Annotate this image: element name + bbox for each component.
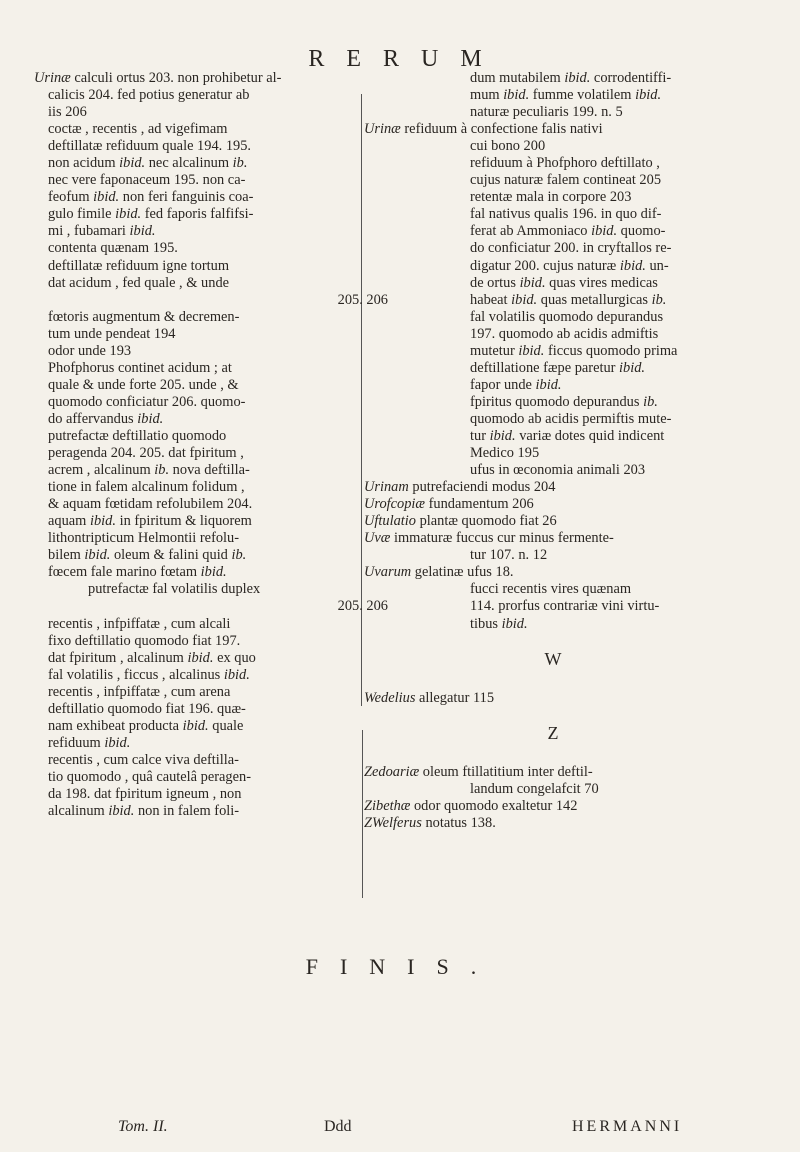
index-line: quale & unde forte 205. unde , & (48, 376, 239, 393)
index-line: tur 107. n. 12 (470, 547, 548, 564)
index-line: tibus ibid. (470, 615, 528, 632)
index-line: Urinæ refiduum à confectione falis nativi (364, 121, 603, 138)
index-line: quomodo conficiatur 206. quomo- (48, 393, 246, 410)
index-line: dat acidum , fed quale , & unde (48, 274, 230, 291)
index-line: landum congelafcit 70 (470, 780, 599, 797)
index-line: fal volatilis quomodo depurandus (470, 308, 664, 325)
index-line: aquam ibid. in fpiritum & liquorem (48, 513, 252, 530)
signature-mark: Ddd (324, 1118, 352, 1135)
index-line: deftillatæ refiduum igne tortum (48, 257, 230, 274)
index-line: ufus in œconomia animali 203 (470, 462, 646, 479)
index-line: Medico 195 (470, 445, 540, 462)
index-line: 114. prorfus contrariæ vini virtu- (470, 598, 660, 615)
index-line: recentis , infpiffatæ , cum alcali (48, 615, 231, 632)
index-line: Urinam putrefaciendi modus 204 (364, 479, 556, 496)
index-line: digatur 200. cujus naturæ ibid. un- (470, 257, 669, 274)
index-line: bilem ibid. oleum & falini quid ib. (48, 547, 247, 564)
index-line: coctæ , recentis , ad vigefimam (48, 121, 228, 138)
index-line: putrefactæ fal volatilis duplex (88, 581, 261, 598)
index-line: Urinæ calculi ortus 203. non prohibetur al- (34, 70, 282, 86)
index-line: tum unde pendeat 194 (48, 325, 176, 342)
index-line: recentis , cum calce viva deftilla- (48, 751, 239, 768)
index-line: non acidum ibid. nec alcalinum ib. (48, 155, 248, 172)
index-line: do affervandus ibid. (48, 410, 164, 427)
index-line: gulo fimile ibid. fed faporis falfifsi- (48, 206, 254, 223)
index-line: Phofphorus continet acidum ; at (48, 359, 232, 376)
index-line: cujus naturæ falem contineat 205 (470, 172, 662, 189)
index-line: mutetur ibid. ficcus quomodo prima (470, 342, 678, 359)
index-line: cui bono 200 (470, 138, 546, 155)
index-line: de ortus ibid. quas vires medicas (470, 274, 658, 291)
index-line: 205. 206 (337, 598, 388, 615)
finis: FINIS. (305, 954, 499, 979)
index-line: feofum ibid. non feri fanguinis coa- (48, 189, 254, 206)
index-line: mum ibid. fumme volatilem ibid. (470, 87, 662, 104)
index-line: fœcem fale marino fœtam ibid. (48, 564, 227, 581)
index-line: & aquam fœtidam refolubilem 204. (48, 496, 253, 513)
index-line: recentis , infpiffatæ , cum arena (48, 683, 231, 700)
index-line: tio quomodo , quâ cautelâ peragen- (48, 768, 251, 785)
index-line: iis 206 (48, 104, 87, 121)
index-line: fucci recentis vires quænam (470, 581, 632, 598)
index-line: naturæ peculiaris 199. n. 5 (470, 104, 623, 121)
index-line: Wedelius allegatur 115 (364, 689, 495, 706)
index-line: fœtoris augmentum & decremen- (48, 308, 240, 325)
left-column (34, 70, 394, 820)
index-line: lithontripticum Helmontii refolu- (48, 530, 240, 547)
index-line: ferat ab Ammoniaco ibid. quomo- (470, 223, 666, 240)
index-line: dum mutabilem ibid. corrodentiffi- (470, 70, 672, 86)
index-line: da 198. dat fpiritum igneum , non (48, 785, 242, 802)
index-line: acrem , alcalinum ib. nova deftilla- (48, 462, 250, 479)
index-line: Zedoariæ oleum ftillatitium inter deftil- (364, 763, 593, 780)
index-line: do conficiatur 200. in cryftallos re- (470, 240, 672, 257)
index-line: putrefactæ deftillatio quomodo (48, 427, 227, 444)
index-line: odor unde 193 (48, 342, 132, 359)
section-letter-w: W (544, 648, 562, 669)
index-line: retentæ mala in corpore 203 (470, 189, 632, 206)
index-line: 205. 206 (337, 291, 388, 308)
index-line: fal nativus qualis 196. in quo dif- (470, 206, 662, 223)
index-line: peragenda 204. 205. dat fpiritum , (48, 445, 244, 462)
index-line: Zibethæ odor quomodo exaltetur 142 (364, 797, 578, 814)
index-line: quomodo ab acidis permiftis mute- (470, 410, 672, 427)
index-line: alcalinum ibid. non in falem foli- (48, 803, 240, 820)
volume-mark: Tom. II. (118, 1118, 168, 1135)
index-line: contenta quænam 195. (48, 240, 178, 257)
index-line: Uvæ immaturæ fuccus cur minus fermente- (364, 530, 614, 547)
index-line: fapor unde ibid. (470, 376, 562, 393)
index-line: fpiritus quomodo depurandus ib. (470, 393, 658, 410)
index-line: refiduum à Phofphoro deftillato , (470, 155, 660, 172)
index-line: nam exhibeat producta ibid. quale (48, 717, 244, 734)
index-line: Urofcopiæ fundamentum 206 (364, 496, 534, 513)
catchword: HERMANNI (572, 1118, 683, 1135)
index-line: habeat ibid. quas metallurgicas ib. (470, 291, 667, 308)
running-head: RERUM (308, 46, 504, 72)
index-line: Uftulatio plantæ quomodo fiat 26 (364, 513, 557, 530)
index-line: deftillatione fæpe paretur ibid. (470, 359, 646, 376)
section-z-entries (364, 764, 742, 832)
index-line: mi , fubamari ibid. (48, 223, 156, 240)
right-column (364, 70, 742, 832)
section-letter-z: Z (547, 722, 559, 743)
index-line: tur ibid. variæ dotes quid indicent (470, 427, 665, 444)
index-line: refiduum ibid. (48, 734, 131, 751)
index-line: nec vere faponaceum 195. non ca- (48, 172, 246, 189)
index-line: ZWelferus notatus 138. (364, 814, 496, 831)
right-column-entries (364, 70, 742, 633)
index-line: dat fpiritum , alcalinum ibid. ex quo (48, 649, 256, 666)
index-line: fal volatilis , ficcus , alcalinus ibid. (48, 666, 250, 683)
index-line: tione in falem alcalinum folidum , (48, 479, 245, 496)
index-line: Uvarum gelatinæ ufus 18. (364, 564, 514, 581)
section-w-entries (364, 690, 742, 707)
index-line: deftillatæ refiduum quale 194. 195. (48, 138, 252, 155)
index-line: deftillatio quomodo fiat 196. quæ- (48, 700, 246, 717)
index-line: fixo deftillatio quomodo fiat 197. (48, 632, 241, 649)
index-line: 197. quomodo ab acidis admiftis (470, 325, 659, 342)
index-line: calicis 204. fed potius generatur ab (48, 87, 250, 104)
